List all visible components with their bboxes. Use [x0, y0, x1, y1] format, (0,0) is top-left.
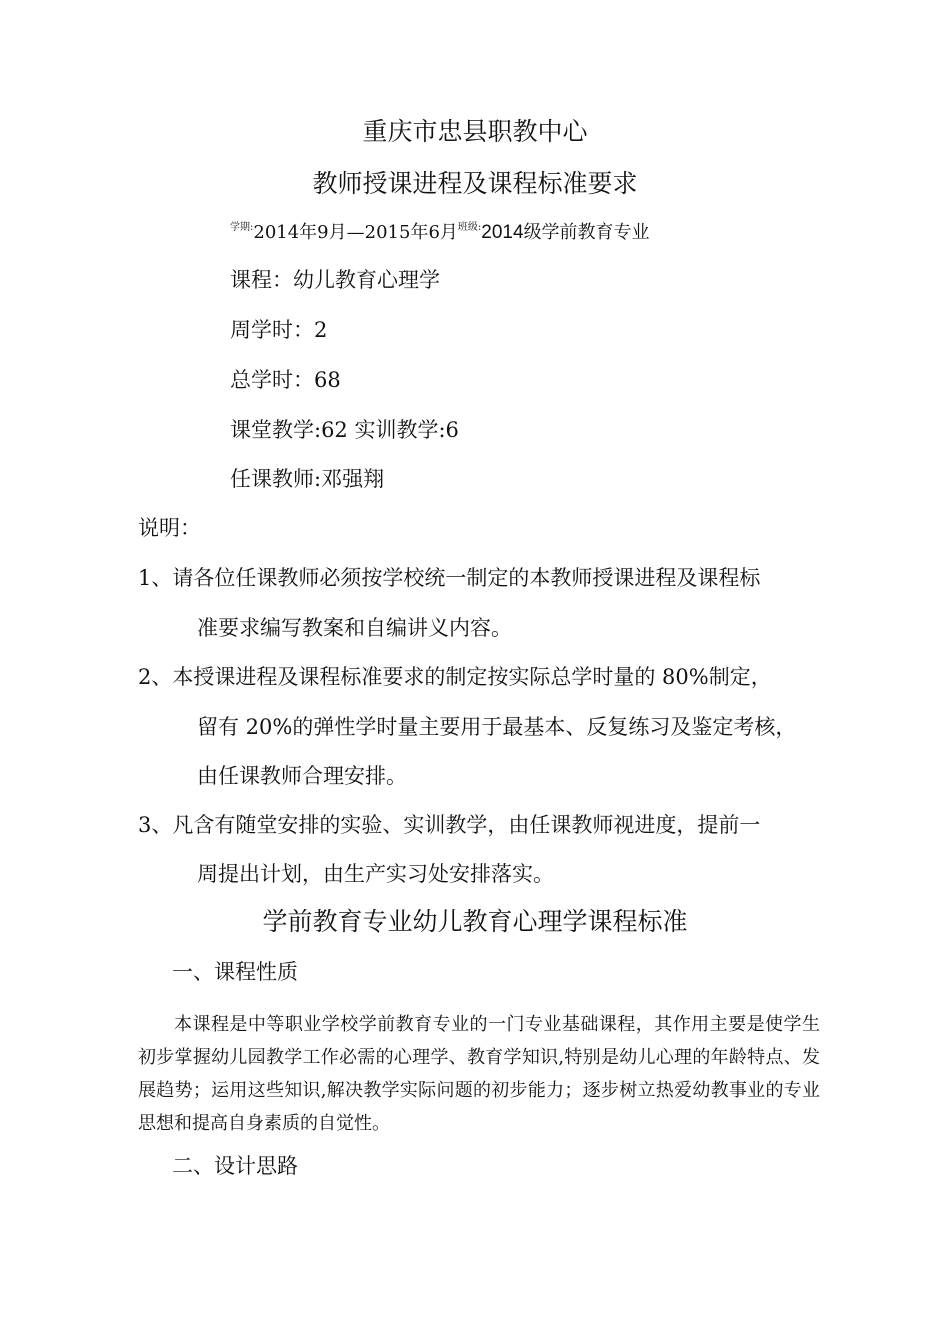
document-title: 教师授课进程及课程标准要求 — [312, 169, 638, 198]
note-3-line-1: 3、凡含有随堂安排的实验、实训教学，由任课教师视进度，提前一 — [138, 813, 761, 837]
notes-heading: 说明： — [138, 516, 201, 540]
class-year: 2014 — [481, 222, 524, 243]
standard-title: 学前教育专业幼儿教育心理学课程标准 — [262, 907, 688, 936]
section-2-title: 二、设计思路 — [172, 1154, 298, 1178]
note-2-line-3: 由任课教师合理安排。 — [197, 764, 407, 788]
total-hours-line: 总学时：68 — [230, 368, 341, 392]
class-label: 班级: — [457, 222, 482, 233]
hours-split-line: 课堂教学:62 实训教学:6 — [230, 418, 459, 442]
note-1-line-1: 1、请各位任课教师必须按学校统一制定的本教师授课进程及课程标 — [138, 566, 761, 590]
term-class-line — [230, 218, 650, 244]
class-value: 级学前教育专业 — [523, 222, 650, 243]
course-line: 课程：幼儿教育心理学 — [230, 268, 440, 292]
teacher-line: 任课教师:邓强翔 — [230, 467, 385, 491]
term-value: 2014年9月—2015年6月 — [253, 222, 458, 243]
section-1-body: 本课程是中等职业学校学前教育专业的一门专业基础课程，其作用主要是使学生初步掌握幼儿园教学工作必需的心理学、教育学知识,特别是幼儿心理的年龄特点、发展趋势；运用这些知识,解决教学实际问题的初步能力；逐步树立热爱幼教事业的专业思想和提高自身素质的自觉性。 — [138, 1014, 820, 1134]
note-3-line-2: 周提出计划，由生产实习处安排落实。 — [197, 862, 554, 886]
note-2-line-2: 留有 20%的弹性学时量主要用于最基本、反复练习及鉴定考核， — [197, 715, 797, 739]
section-1-title: 一、课程性质 — [172, 960, 298, 984]
school-name: 重庆市忠县职教中心 — [362, 117, 588, 146]
note-2-line-1: 2、本授课进程及课程标准要求的制定按实际总学时量的 80%制定， — [138, 665, 772, 689]
note-1-line-2: 准要求编写教案和自编讲义内容。 — [197, 616, 512, 640]
term-label: 学期: — [230, 222, 254, 233]
weekly-hours-line: 周学时：2 — [230, 318, 328, 342]
